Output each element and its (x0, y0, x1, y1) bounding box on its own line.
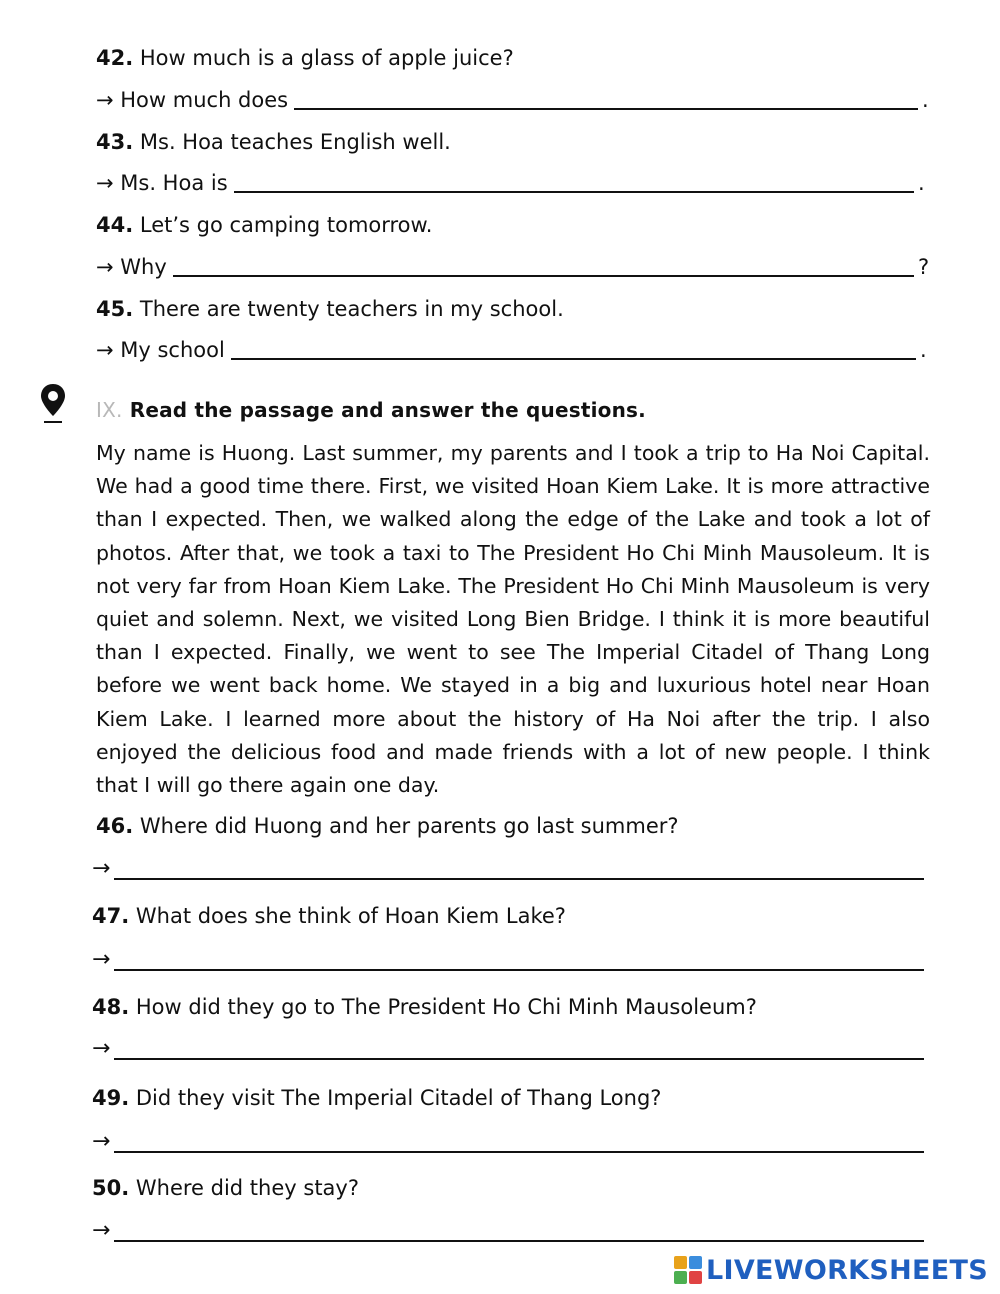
question-text: How did they go to The President Ho Chi Minh Mausoleum? (129, 995, 757, 1019)
answer-prompt: → How much does (96, 88, 289, 112)
question-number: 49. (92, 1086, 130, 1110)
question-text: What does she think of Hoan Kiem Lake? (129, 904, 566, 928)
answer-row-42 (96, 86, 932, 114)
question-text: Where did Huong and her parents go last summer? (133, 814, 679, 838)
liveworksheets-logo[interactable] (674, 1253, 988, 1287)
question-number: 47. (92, 904, 130, 928)
question-number: 45. (96, 297, 134, 321)
arrow-icon: → (92, 1036, 111, 1061)
answer-row-44 (96, 253, 928, 281)
answer-blank-46[interactable] (114, 858, 924, 880)
question-46 (96, 812, 679, 840)
question-number: 46. (96, 814, 134, 838)
answer-end-punct: . (918, 171, 925, 195)
question-42 (96, 44, 514, 72)
question-45 (96, 295, 564, 323)
answer-prompt: → Why (96, 255, 167, 279)
answer-end-punct: . (920, 338, 927, 362)
arrow-icon: → (92, 1218, 111, 1243)
answer-blank-50[interactable] (114, 1220, 924, 1242)
answer-blank-42[interactable] (294, 86, 918, 110)
question-text: Where did they stay? (129, 1176, 359, 1200)
logo-text: LIVEWORKSHEETS (705, 1254, 988, 1286)
logo-grid-icon (674, 1256, 702, 1284)
question-50 (92, 1174, 359, 1202)
question-47 (92, 902, 566, 930)
arrow-icon: → (92, 1129, 111, 1154)
question-number: 43. (96, 130, 134, 154)
question-text: How much is a glass of apple juice? (133, 46, 514, 70)
answer-prompt: → Ms. Hoa is (96, 171, 228, 195)
question-43 (96, 128, 451, 156)
answer-row-43 (96, 169, 928, 197)
answer-row-49 (92, 1125, 924, 1155)
answer-blank-44[interactable] (173, 253, 914, 277)
answer-end-punct: . (922, 88, 929, 112)
question-text: Ms. Hoa teaches English well. (133, 130, 451, 154)
question-text: Did they visit The Imperial Citadel of Thang Long? (129, 1086, 662, 1110)
question-number: 50. (92, 1176, 130, 1200)
answer-blank-48[interactable] (114, 1038, 924, 1060)
question-text: There are twenty teachers in my school. (133, 297, 564, 321)
answer-blank-43[interactable] (234, 169, 914, 193)
location-pin-icon[interactable] (38, 382, 68, 426)
question-text: Let’s go camping tomorrow. (133, 213, 433, 237)
arrow-icon: → (92, 856, 111, 881)
question-49 (92, 1084, 661, 1112)
answer-prompt: → My school (96, 338, 225, 362)
answer-row-46 (92, 852, 924, 882)
answer-blank-45[interactable] (231, 336, 916, 360)
section-roman-numeral: IX. (96, 398, 123, 422)
question-44 (96, 211, 432, 239)
reading-passage: My name is Huong. Last summer, my parents and I took a trip to Ha Noi Capital. We had a good time there. First, we visited Hoan Kiem Lake. It is more attractive than I expected. Then, we walked along the edge of the Lake and took a lot of photos. After that, we took a taxi to The President Ho Chi Minh Mausoleum. It is not very far from Hoan Kiem Lake. The President Ho Chi Minh Mausoleum is very quiet and solemn. Next, we visited Long Bien Bridge. I think it is more beautiful than I expected. Finally, we went to see The Imperial Citadel of Thang Long before we went back home. We stayed in a big and luxurious hotel near Hoan Kiem Lake. I learned more about the history of Ha Noi after the trip. I also enjoyed the delicious food and made friends with a lot of new people. I think that I will go there again one day. (96, 441, 930, 798)
question-number: 42. (96, 46, 134, 70)
answer-row-47 (92, 943, 924, 973)
answer-blank-47[interactable] (114, 949, 924, 971)
question-number: 48. (92, 995, 130, 1019)
answer-row-48 (92, 1032, 924, 1062)
section-title: Read the passage and answer the questions. (122, 398, 646, 422)
answer-end-punct: ? (918, 255, 930, 279)
answer-row-45 (96, 336, 930, 364)
question-number: 44. (96, 213, 134, 237)
question-48 (92, 993, 757, 1021)
answer-row-50 (92, 1214, 924, 1244)
arrow-icon: → (92, 947, 111, 972)
answer-blank-49[interactable] (114, 1131, 924, 1153)
section-heading (96, 396, 646, 424)
